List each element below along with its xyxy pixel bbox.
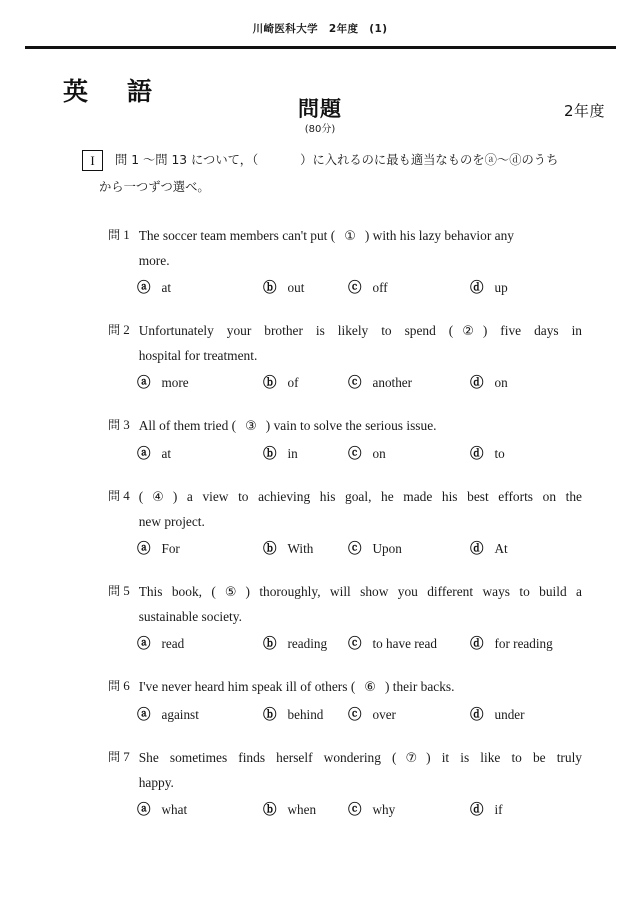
question-item	[0, 580, 640, 660]
choice-option[interactable]	[137, 635, 184, 653]
question-label-prefix: 問	[108, 750, 121, 764]
choice-marker-icon: ⓒ	[348, 707, 362, 723]
question-text	[139, 485, 582, 534]
question-label-prefix: 問	[108, 679, 121, 693]
choice-marker-icon: ⓑ	[263, 541, 277, 557]
question-number: 6	[123, 678, 130, 693]
header-rule	[25, 46, 616, 49]
question-item	[0, 224, 640, 304]
choice-option[interactable]	[348, 374, 412, 392]
choice-option[interactable]	[470, 801, 503, 819]
choice-option[interactable]	[137, 374, 189, 392]
question-text	[139, 414, 582, 439]
choice-row	[0, 445, 640, 470]
question-label	[108, 746, 130, 768]
choice-marker-icon: ⓒ	[348, 375, 362, 391]
section-number-box: I	[82, 150, 103, 171]
choice-label: over	[372, 707, 396, 722]
question-stem	[0, 414, 640, 439]
question-text-line-1	[139, 746, 582, 771]
choice-option[interactable]	[348, 279, 388, 297]
choice-label: to	[494, 446, 505, 461]
question-text-after-blank: ) vain to solve the serious issue.	[265, 418, 437, 433]
running-head: 川崎医科大学 2年度 (1)	[252, 23, 388, 35]
blank-number: ⑤	[224, 585, 237, 600]
choice-label: out	[287, 280, 305, 295]
choice-option[interactable]	[137, 801, 187, 819]
choice-label: off	[372, 280, 388, 295]
instruction-line-1	[82, 150, 582, 171]
question-text	[139, 319, 582, 368]
choice-marker-icon: ⓑ	[263, 280, 277, 296]
choice-label: to have read	[372, 636, 437, 651]
choice-option[interactable]	[470, 635, 553, 653]
question-text-before-blank: The soccer team members can't put (	[138, 228, 336, 243]
choice-label: Upon	[372, 541, 402, 556]
blank-number: ①	[344, 229, 356, 244]
blank-number: ②	[462, 324, 474, 339]
choice-marker-icon: ⓐ	[137, 541, 151, 557]
question-number: 1	[123, 227, 130, 242]
question-text-after-blank: ) it is like to be truly	[426, 750, 583, 765]
question-label-prefix: 問	[108, 323, 121, 337]
choice-marker-icon: ⓐ	[137, 280, 151, 296]
question-label-prefix: 問	[108, 489, 121, 503]
instruction-block	[82, 150, 582, 198]
answer-blank	[236, 418, 266, 433]
choice-label: reading	[287, 636, 328, 651]
choice-row	[0, 374, 640, 399]
choice-label: more	[161, 375, 189, 390]
choice-label: on	[372, 446, 386, 461]
choice-label: under	[494, 707, 525, 722]
question-text-line-2: new project.	[138, 514, 205, 529]
choice-marker-icon: ⓐ	[137, 802, 151, 818]
choice-option[interactable]	[137, 279, 171, 297]
choice-marker-icon: ⓑ	[263, 707, 277, 723]
blank-number: ③	[245, 419, 257, 434]
question-text-before-blank: This book, (	[138, 584, 216, 599]
question-item	[0, 414, 640, 470]
question-label	[108, 675, 130, 697]
choice-marker-icon: ⓓ	[470, 541, 484, 557]
question-text-before-blank: I've never heard him speak ill of others (	[138, 679, 356, 694]
blank-number: ⑥	[364, 680, 376, 695]
choice-option[interactable]	[137, 706, 199, 724]
choice-label: read	[161, 636, 185, 651]
choice-label: With	[287, 541, 314, 556]
choice-marker-icon: ⓑ	[263, 802, 277, 818]
answer-blank	[216, 584, 246, 599]
question-list	[0, 224, 640, 841]
question-text	[139, 224, 582, 273]
choice-option[interactable]	[263, 801, 316, 819]
answer-blank	[143, 489, 173, 504]
choice-label: up	[494, 280, 508, 295]
question-text-line-1	[139, 580, 582, 605]
question-text	[139, 746, 582, 795]
choice-marker-icon: ⓒ	[348, 636, 362, 652]
answer-blank	[335, 228, 365, 243]
choice-row	[0, 540, 640, 565]
question-label	[108, 224, 130, 246]
question-text-after-blank: ) five days in	[482, 323, 582, 338]
choice-row	[0, 279, 640, 304]
question-text-line-2: hospital for treatment.	[138, 348, 258, 363]
choice-label: at	[161, 280, 172, 295]
question-text-line-1	[139, 418, 437, 433]
question-text-before-blank: All of them tried (	[138, 418, 237, 433]
choice-marker-icon: ⓑ	[263, 446, 277, 462]
choice-marker-icon: ⓓ	[470, 707, 484, 723]
question-stem	[0, 224, 640, 273]
choice-option[interactable]	[263, 374, 299, 392]
choice-option[interactable]	[263, 445, 298, 463]
choice-label: on	[494, 375, 508, 390]
choice-marker-icon: ⓐ	[137, 375, 151, 391]
choice-option[interactable]	[263, 635, 327, 653]
question-number: 5	[123, 583, 130, 598]
choice-option[interactable]	[470, 374, 508, 392]
question-number: 3	[123, 417, 130, 432]
question-text-before-blank: (	[138, 489, 144, 504]
choice-marker-icon: ⓓ	[470, 375, 484, 391]
question-text-line-1	[139, 228, 514, 243]
choice-marker-icon: ⓓ	[470, 446, 484, 462]
question-text	[139, 675, 582, 700]
instruction-text	[115, 150, 558, 171]
choice-label: if	[494, 802, 503, 817]
question-text	[139, 580, 582, 629]
question-text-line-2: happy.	[138, 775, 174, 790]
blank-number: ⑦	[405, 751, 418, 766]
choice-label: at	[161, 446, 172, 461]
choice-label: of	[287, 375, 299, 390]
choice-label: in	[287, 446, 298, 461]
page-title: 英 語	[63, 77, 160, 106]
choice-row	[0, 801, 640, 826]
question-text-line-1	[139, 485, 582, 510]
choice-option[interactable]	[263, 540, 313, 558]
question-text-before-blank: She sometimes finds herself wondering (	[138, 750, 397, 765]
document-kind-label: 問題	[298, 97, 342, 121]
choice-option[interactable]	[137, 445, 171, 463]
choice-option[interactable]	[263, 706, 323, 724]
choice-marker-icon: ⓐ	[137, 636, 151, 652]
choice-label: for reading	[494, 636, 553, 651]
question-label	[108, 414, 130, 436]
choice-option[interactable]	[470, 445, 505, 463]
question-stem	[0, 580, 640, 629]
choice-marker-icon: ⓒ	[348, 541, 362, 557]
choice-marker-icon: ⓑ	[263, 636, 277, 652]
choice-option[interactable]	[348, 540, 402, 558]
choice-row	[0, 635, 640, 660]
choice-label: why	[372, 802, 396, 817]
question-text-after-blank: ) their backs.	[384, 679, 455, 694]
choice-option[interactable]	[470, 540, 508, 558]
choice-option[interactable]	[348, 706, 396, 724]
question-item	[0, 746, 640, 826]
year-label: 2年度	[563, 102, 605, 120]
choice-label: For	[161, 541, 180, 556]
choice-marker-icon: ⓐ	[137, 707, 151, 723]
answer-blank	[453, 323, 483, 338]
choice-option[interactable]	[348, 801, 395, 819]
question-text-before-blank: Unfortunately your brother is likely to spend (	[138, 323, 454, 338]
instruction-line-2: から一つずつ選べ。	[99, 180, 210, 194]
instruction-text-after-gap: ）に入れるのに最も適当なものをⓐ～ⓓのうち	[300, 153, 559, 167]
choice-marker-icon: ⓐ	[137, 446, 151, 462]
choice-option[interactable]	[263, 279, 304, 297]
instruction-text-before-gap: 問 1 ～問 13 について，（	[115, 153, 259, 167]
choice-marker-icon: ⓒ	[348, 280, 362, 296]
question-text-after-blank: ) thoroughly, will show you different ways to build a	[245, 584, 582, 599]
question-label-prefix: 問	[108, 584, 121, 598]
choice-label: behind	[287, 707, 324, 722]
choice-label: against	[161, 707, 199, 722]
choice-option[interactable]	[348, 445, 386, 463]
choice-marker-icon: ⓒ	[348, 446, 362, 462]
question-stem	[0, 485, 640, 534]
choice-marker-icon: ⓓ	[470, 636, 484, 652]
choice-option[interactable]	[348, 635, 437, 653]
choice-marker-icon: ⓑ	[263, 375, 277, 391]
choice-label: what	[161, 802, 188, 817]
question-item	[0, 319, 640, 399]
question-label	[108, 580, 130, 602]
question-stem	[0, 319, 640, 368]
question-text-after-blank: ) with his lazy behavior any	[364, 228, 514, 243]
question-label	[108, 485, 130, 507]
question-number: 2	[123, 322, 130, 337]
question-label-prefix: 問	[108, 228, 121, 242]
question-label-prefix: 問	[108, 418, 121, 432]
choice-marker-icon: ⓓ	[470, 802, 484, 818]
question-text-after-blank: ) a view to achieving his goal, he made his best efforts on the	[172, 489, 582, 504]
choice-marker-icon: ⓒ	[348, 802, 362, 818]
duration-label: (80分)	[304, 124, 336, 135]
title-band	[0, 70, 640, 135]
question-text-line-1	[139, 319, 582, 344]
question-stem	[0, 675, 640, 700]
question-text-line-2: sustainable society.	[138, 609, 242, 624]
question-number: 4	[123, 488, 130, 503]
answer-blank	[355, 679, 385, 694]
choice-option[interactable]	[137, 540, 180, 558]
blank-number: ④	[152, 490, 164, 505]
question-number: 7	[123, 749, 130, 764]
choice-marker-icon: ⓓ	[470, 280, 484, 296]
choice-option[interactable]	[470, 279, 508, 297]
question-item	[0, 675, 640, 731]
choice-option[interactable]	[470, 706, 525, 724]
question-text-line-2: more.	[138, 253, 170, 268]
question-label	[108, 319, 130, 341]
question-text-line-1	[139, 679, 455, 694]
question-item	[0, 485, 640, 565]
question-stem	[0, 746, 640, 795]
answer-blank	[397, 750, 427, 765]
choice-label: At	[494, 541, 508, 556]
choice-label: when	[287, 802, 317, 817]
choice-row	[0, 706, 640, 731]
choice-label: another	[372, 375, 413, 390]
